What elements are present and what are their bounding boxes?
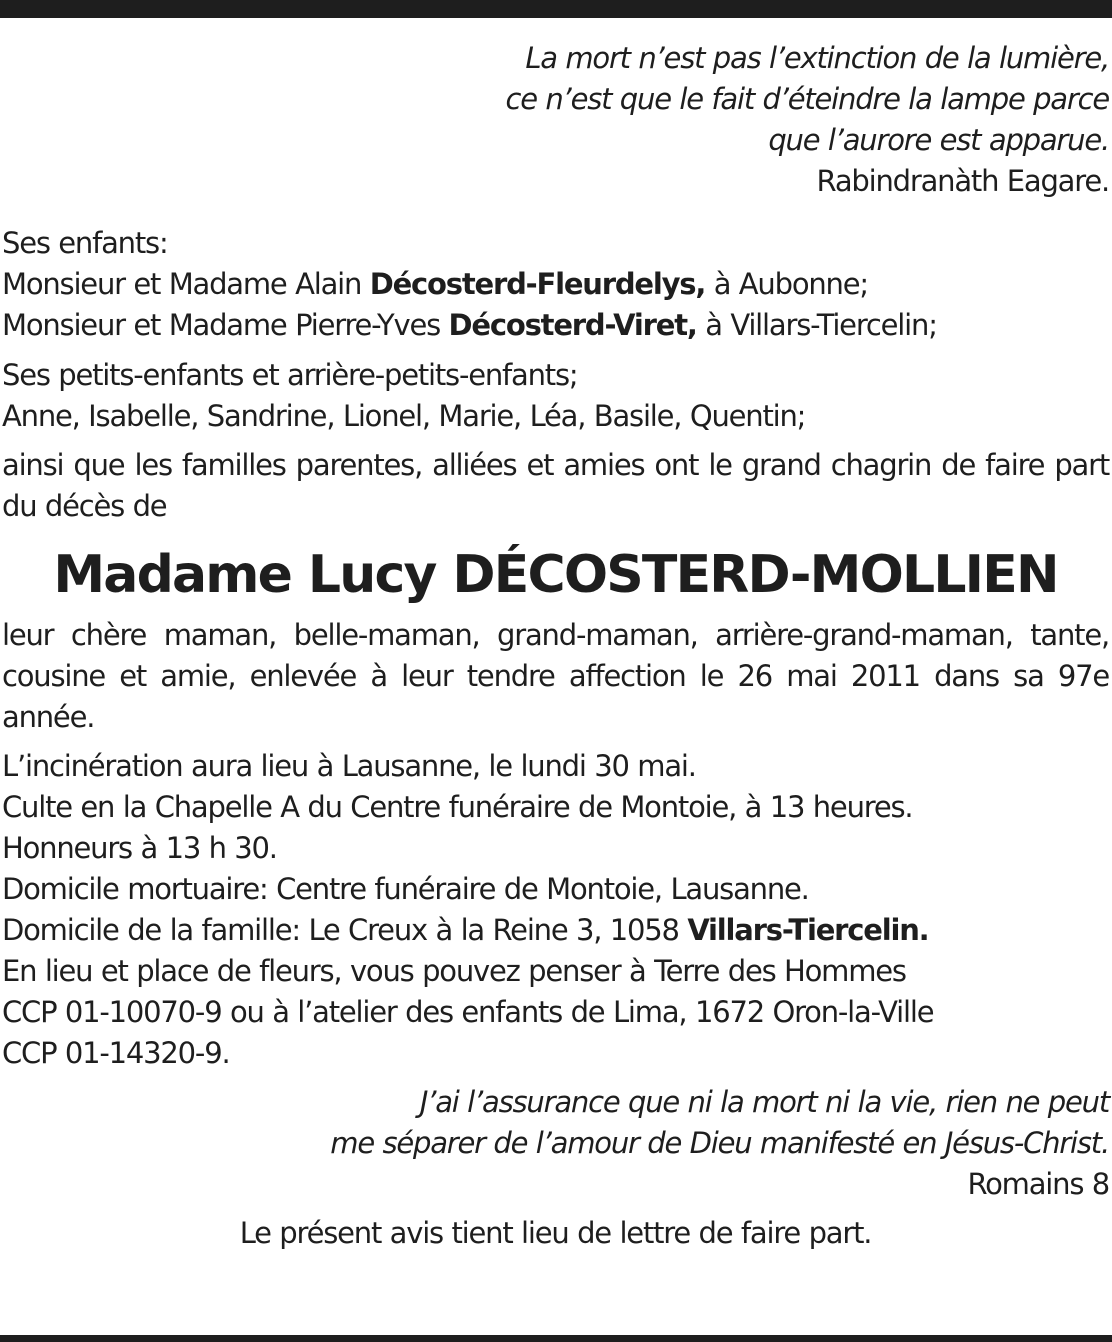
closing-quote	[2, 1082, 1109, 1205]
quote-line: me séparer de l’amour de Dieu manifesté en Jésus-Christ.	[330, 1126, 1109, 1160]
flowers-line: CCP 01-10070-9 ou à l’atelier des enfants de Lima, 1672 Oron-la-Ville	[2, 995, 934, 1029]
honours-info: Honneurs à 13 h 30.	[2, 831, 277, 865]
funeral-details	[2, 746, 1109, 1074]
service-info: Culte en la Chapelle A du Centre funéraire de Montoie, à 13 heures.	[2, 790, 913, 824]
child-name: Décosterd-Viret,	[448, 308, 697, 342]
quote-author: Rabindranàth Eagare.	[816, 164, 1109, 198]
family-address: Domicile de la famille: Le Creux à la Reine 3, 1058 Villars-Tiercelin.	[2, 913, 929, 947]
opening-quote	[2, 38, 1109, 202]
child-entry: Monsieur et Madame Alain Décosterd-Fleurdelys, à Aubonne;	[2, 267, 868, 301]
child-entry: Monsieur et Madame Pierre-Yves Décosterd-Viret, à Villars-Tiercelin;	[2, 308, 937, 342]
deceased-name: Madame Lucy DÉCOSTERD-MOLLIEN	[53, 545, 1058, 605]
cremation-info: L’incinération aura lieu à Lausanne, le lundi 30 mai.	[2, 749, 696, 783]
mortuary-info: Domicile mortuaire: Centre funéraire de Montoie, Lausanne.	[2, 872, 809, 906]
quote-source: Romains 8	[967, 1167, 1109, 1201]
top-rule	[0, 0, 1112, 18]
flowers-line: CCP 01-14320-9.	[2, 1036, 230, 1070]
children-section	[2, 223, 1109, 346]
deceased-description: leur chère maman, belle-maman, grand-maman, arrière-grand-maman, tante, cousine et amie, enlevée à leur tendre affection le 26 mai 2011 dans sa 97e année.	[2, 618, 1109, 734]
quote-line: ce n’est que le fait d’éteindre la lampe parce	[505, 82, 1109, 116]
family-town: Villars-Tiercelin.	[687, 913, 929, 947]
quote-line: que l’aurore est apparue.	[768, 123, 1109, 157]
death-notice	[2, 38, 1109, 1254]
quote-line: J’ai l’assurance que ni la mort ni la vie, rien ne peut	[419, 1085, 1109, 1119]
grandchildren-names: Anne, Isabelle, Sandrine, Lionel, Marie, Léa, Basile, Quentin;	[2, 399, 806, 433]
closing-note: Le présent avis tient lieu de lettre de faire part.	[239, 1216, 872, 1250]
quote-line: La mort n’est pas l’extinction de la lumière,	[525, 41, 1109, 75]
grandchildren-section	[2, 355, 1109, 437]
children-heading: Ses enfants:	[2, 226, 168, 260]
flowers-line: En lieu et place de fleurs, vous pouvez penser à Terre des Hommes	[2, 954, 906, 988]
announcement-text: ainsi que les familles parentes, alliées et amies ont le grand chagrin de faire part du décès de	[2, 448, 1109, 523]
bottom-rule	[0, 1335, 1112, 1342]
child-name: Décosterd-Fleurdelys,	[369, 267, 706, 301]
grandchildren-heading: Ses petits-enfants et arrière-petits-enfants;	[2, 358, 578, 392]
